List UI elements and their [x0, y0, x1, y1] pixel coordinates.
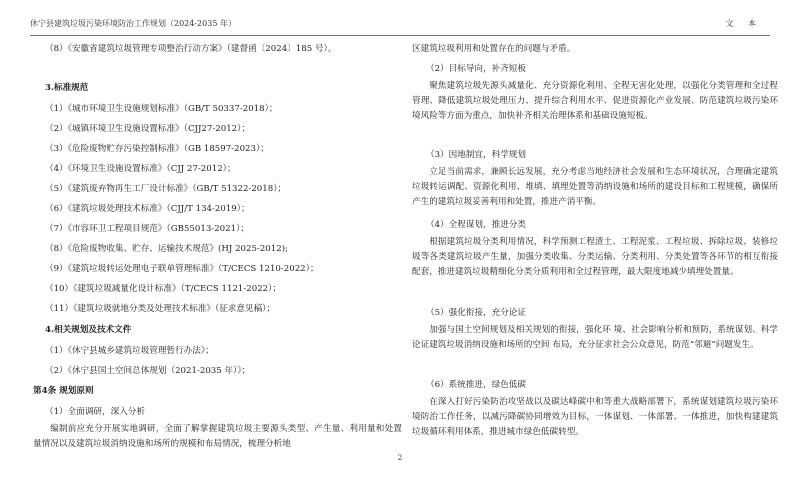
list-item: （8）《安徽省建筑垃圾管理专项整治行动方案》（建督函〔2024〕185 号）。: [45, 44, 337, 54]
section-heading: 3.标准规范: [45, 83, 89, 93]
list-item: （7）《市容环卫工程项目规范》（GB55013-2021）；: [45, 224, 249, 234]
list-item: （1）《休宁县城乡建筑垃圾管理暂行办法》；: [45, 346, 214, 356]
list-item: （11）《建筑垃圾就地分类及处理技术标准》（征求意见稿）；: [45, 304, 276, 314]
principle-title: （4）全程谋划，推进分类: [426, 220, 526, 230]
list-item: （10）《建筑垃圾减量化设计标准》（T/CECS 1121-2022）；: [45, 284, 282, 294]
paragraph-continuation: 区建筑垃圾利用和处置存在的问题与矛盾。: [412, 44, 576, 54]
principle-title: （5）强化衔接，充分论证: [426, 308, 526, 318]
principle-title: （6）系统推进，绿色低碳: [426, 380, 526, 390]
list-item: （5）《建筑废弃物再生工厂设计标准》（GB/T 51322-2018）；: [45, 184, 287, 194]
document-title: 休宁县建筑垃圾污染环境防治工作规划（2024-2035 年）: [30, 19, 236, 28]
paragraph: 在深入打好污染防治攻坚战以及碳达峰碳中和等重大战略部署下，系统谋划建筑垃圾污染环境防治工作任务，以减污降碳协同增效为目标，一体谋划、一体部署、一体推进，加快构建建筑垃圾循环利用体系，推进城市绿色低碳转型。: [412, 397, 778, 437]
list-item: （8）《危险废物收集、贮存、运输技术规范》(HJ 2025-2012);: [45, 244, 288, 254]
page-number: 2: [397, 454, 403, 462]
list-item: （1）《城市环境卫生设施规划标准》（GB/T 50337-2018）；: [45, 104, 278, 114]
list-item: （6）《建筑垃圾处理技术标准》（CJJ/T 134-2019）；: [45, 204, 250, 214]
paragraph: 立足当前需求，兼顾长远发展，充分考虑当地经济社会发展和生态环境状况，合理确定建筑垃圾转运调配、资源化利用、堆填、填埋处置等消纳设施和场所的建设目标和工程规模，确保所产生的建筑垃圾妥善利用和处置，推进产消平衡。: [412, 167, 778, 207]
paragraph: 加强与国土空间规划及相关规划的衔接，强化环 境、社会影响分析和预防，系统谋划、科学论证建筑垃圾消纳设施和场所的空间 布局，充分征求社会公众意见，防范“邻避”问题发生。: [412, 325, 778, 350]
paragraph: 编制前应充分开展实地调研，全面了解掌握建筑垃圾主要源头类型、产生量、利用量和处置量情况以及建筑垃圾消纳设施和场所的规模和布局情况，梳理分析地: [33, 424, 402, 449]
principle-title: （1）全面调研，深入分析: [45, 407, 145, 417]
list-item: （2）《城镇环境卫生设施设置标准》（CJJ27-2012）；: [45, 124, 251, 134]
page-header: [30, 16, 770, 30]
list-item: （3）《危险废物贮存污染控制标准》（GB 18597-2023）；: [45, 144, 269, 154]
paragraph: 聚焦建筑垃圾先源头减量化、充分资源化利用、全程无害化处理，以强化分类管理和全过程管理、降低建筑垃圾处理压力、提升综合利用水平、促进资源化产业发展、防范建筑垃圾污染环境风险等方面为重点，加快补齐相关治理体系和基础设施短板。: [412, 81, 778, 121]
list-item: （4）《环境卫生设施设置标准》（CJJ 27-2012）；: [45, 164, 236, 174]
list-item: （2）《休宁县国土空间总体规划（2021-2035 年）》；: [45, 366, 251, 376]
article-heading: 第4条 规划原则: [33, 386, 94, 396]
document-label: 文 本: [725, 19, 762, 28]
section-heading: 4.相关规划及技术文件: [45, 325, 132, 335]
principle-title: （3）因地制宜，科学规划: [426, 150, 526, 160]
principle-title: （2）目标导向，补齐短板: [426, 64, 526, 74]
paragraph: 根据建筑垃圾分类利用情况，科学预测工程渣土、工程泥浆、工程垃圾、拆除垃圾、装修垃圾等各类建筑垃圾产生量，加强分类收集、分类运输、分类利用、分类处置等各环节的相互衔接配套，推进建筑垃圾精细化分类分质利用和全过程管理，最大限度地减少填埋处置量。: [412, 237, 778, 277]
list-item: （9）《建筑垃圾转运处理电子联单管理标准》（T/CECS 1210-2022）；: [45, 264, 319, 274]
header-rule: [30, 35, 770, 36]
